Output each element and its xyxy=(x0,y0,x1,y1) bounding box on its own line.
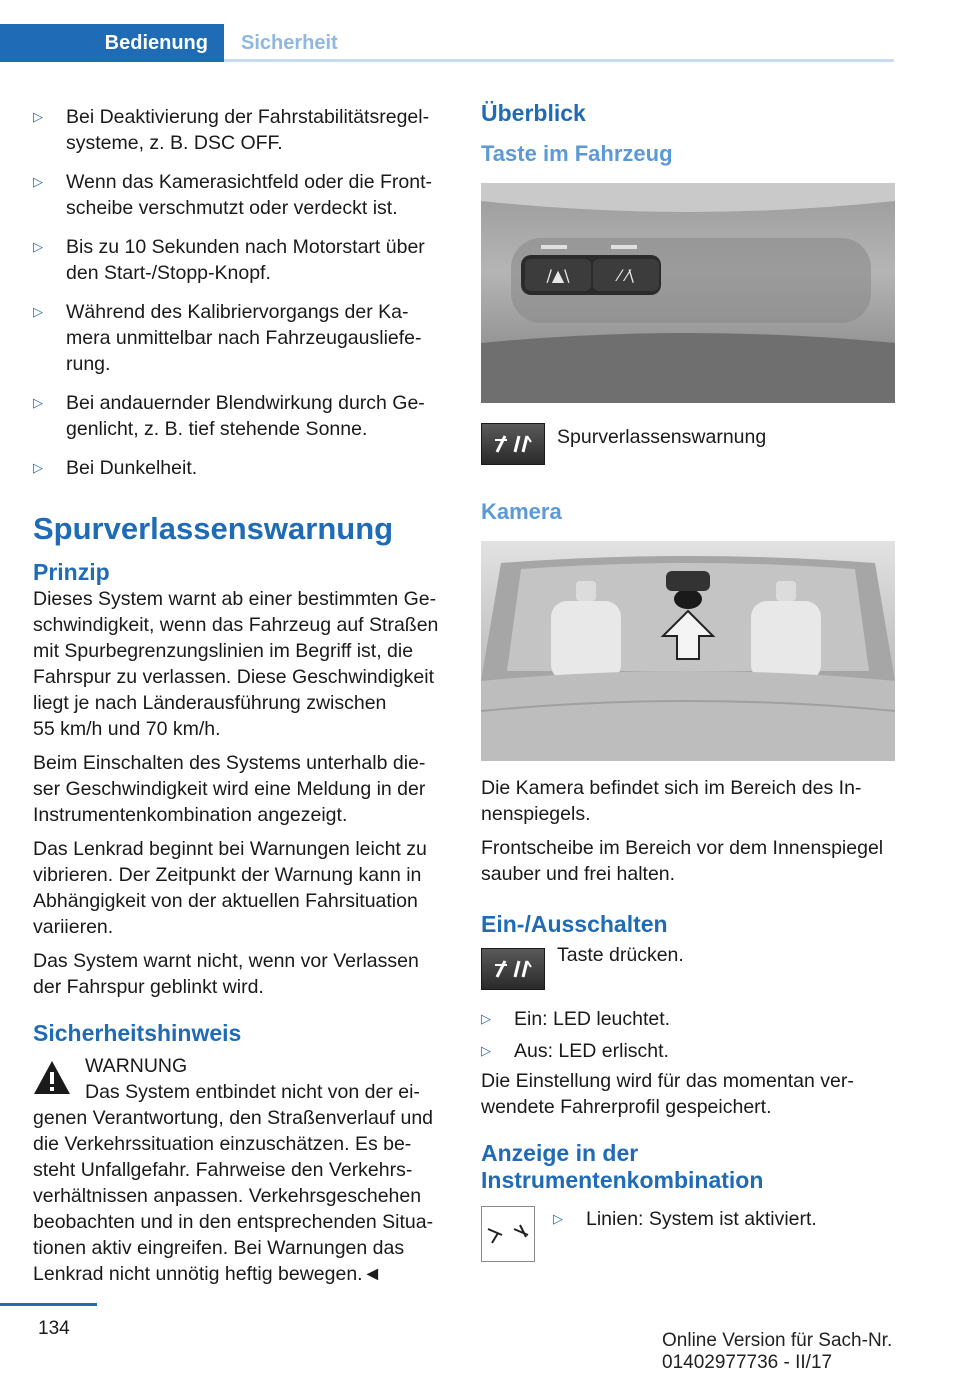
warning-label: WARNUNG xyxy=(85,1055,188,1077)
warning-triangle-icon xyxy=(33,1059,71,1097)
triangle-right-icon: ▷ xyxy=(33,174,43,189)
svg-text:/▲\: /▲\ xyxy=(546,266,570,285)
button-caption-row xyxy=(481,423,895,465)
list-item: ▷ Wenn das Kamerasichtfeld oder die Front- scheibe verschmutzt oder verdeckt ist. xyxy=(33,171,432,219)
warning-text: genen Verantwortung, den Straßenverlauf und die Verkehrssituation einzuschätzen. Es be- steht Unfallgefahr. Fahrweise den Verkehrs- verhältnissen anpassen. Verkehrsgeschehen beobachten und in den entsprechenden Situa- tionen aktiv eingreifen. Bei Warnungen das Lenkrad nicht unnötig heftig bewegen.◄ xyxy=(33,1107,434,1285)
list-item: ▷ Bei Dunkelheit. xyxy=(33,457,198,479)
condition-list xyxy=(33,104,447,481)
lane-departure-icon xyxy=(481,948,545,990)
list-item: ▷ Bei Deaktivierung der Fahrstabilitätsregel- systeme, z. B. DSC OFF. xyxy=(33,106,430,154)
footer-line xyxy=(0,1303,97,1306)
page-number: 134 xyxy=(38,1318,70,1339)
warning-first-line: Das System entbindet nicht von der ei- xyxy=(85,1081,420,1103)
prinzip-paragraph: Dieses System warnt ab einer bestimmten Ge- schwindigkeit, wenn das Fahrzeug auf Straßen mit Spurbegrenzungslinien im Begriff ist, die Fahrspur zu verlassen. Diese Geschwindigkeit liegt je nach Länderausführung zwischen 55 km/h und 70 km/h. xyxy=(33,588,439,740)
camera-photo-illustration xyxy=(481,541,895,761)
list-item: ▷ Ein: LED leuchtet. xyxy=(481,1008,671,1030)
triangle-right-icon: ▷ xyxy=(33,239,43,254)
onoff-heading: Ein-/Ausschalten xyxy=(481,911,668,937)
safety-heading: Sicherheitshinweis xyxy=(33,1020,242,1046)
svg-text:⁄ ⁄\: ⁄ ⁄\ xyxy=(618,266,634,285)
camera-paragraph: Die Kamera befindet sich im Bereich des In- nenspiegels. xyxy=(481,777,862,825)
tab-bedienung[interactable]: Bedienung xyxy=(0,24,224,62)
camera-photo xyxy=(481,541,895,761)
triangle-right-icon: ▷ xyxy=(33,304,43,319)
display-heading: Anzeige in der Instrumentenkombination xyxy=(481,1140,764,1193)
triangle-right-icon: ▷ xyxy=(33,395,43,410)
triangle-right-icon: ▷ xyxy=(33,460,43,475)
button-photo-illustration xyxy=(481,183,895,403)
tab-sicherheit[interactable]: Sicherheit xyxy=(241,31,338,54)
left-column xyxy=(33,104,447,1287)
overview-heading: Überblick xyxy=(481,100,586,126)
camera-heading: Kamera xyxy=(481,499,562,524)
list-item: ▷ Bei andauernder Blendwirkung durch Ge- genlicht, z. B. tief stehende Sonne. xyxy=(33,392,425,440)
triangle-right-icon: ▷ xyxy=(33,109,43,124)
triangle-right-icon: ▷ xyxy=(481,1011,491,1026)
online-version: Online Version für Sach-Nr. 01402977736 - II/17 xyxy=(662,1330,893,1373)
lane-departure-icon xyxy=(481,423,545,465)
warning-block xyxy=(33,1053,447,1105)
right-column xyxy=(481,100,895,1262)
list-item: ▷ Linien: System ist aktiviert. xyxy=(553,1208,817,1230)
prinzip-paragraph: Das System warnt nicht, wenn vor Verlassen der Fahrspur geblinkt wird. xyxy=(33,950,419,998)
triangle-right-icon: ▷ xyxy=(553,1211,563,1226)
prinzip-paragraph: Das Lenkrad beginnt bei Warnungen leicht zu vibrieren. Der Zeitpunkt der Warnung kann in Abhängigkeit von der aktuellen Fahrsituation variieren. xyxy=(33,838,427,938)
display-row xyxy=(481,1206,895,1262)
button-heading: Taste im Fahrzeug xyxy=(481,141,673,166)
list-item: ▷ Aus: LED erlischt. xyxy=(481,1040,669,1062)
triangle-right-icon: ▷ xyxy=(481,1043,491,1058)
button-photo xyxy=(481,183,895,403)
onoff-note: Die Einstellung wird für das momentan ver- wendete Fahrerprofil gespeichert. xyxy=(481,1070,854,1118)
prinzip-paragraph: Beim Einschalten des Systems unterhalb die- ser Geschwindigkeit wird eine Meldung in der Instrumentenkombination angezeigt. xyxy=(33,752,426,826)
chapter-tabs xyxy=(0,24,894,62)
prinzip-heading: Prinzip xyxy=(33,559,110,585)
list-item: ▷ Bis zu 10 Sekunden nach Motorstart über den Start-/Stopp-Knopf. xyxy=(33,236,425,284)
lane-lines-icon xyxy=(481,1206,535,1262)
button-caption: Spurverlassenswarnung xyxy=(557,426,767,448)
tab-underline xyxy=(224,59,894,62)
onoff-row xyxy=(481,942,895,990)
onoff-instruction: Taste drücken. xyxy=(557,944,684,966)
camera-paragraph: Frontscheibe im Bereich vor dem Innenspiegel sauber und frei halten. xyxy=(481,837,884,885)
list-item: ▷ Während des Kalibriervorgangs der Ka- mera unmittelbar nach Fahrzeugausliefe- rung. xyxy=(33,301,422,375)
section-title: Spurverlassenswarnung xyxy=(33,511,394,546)
